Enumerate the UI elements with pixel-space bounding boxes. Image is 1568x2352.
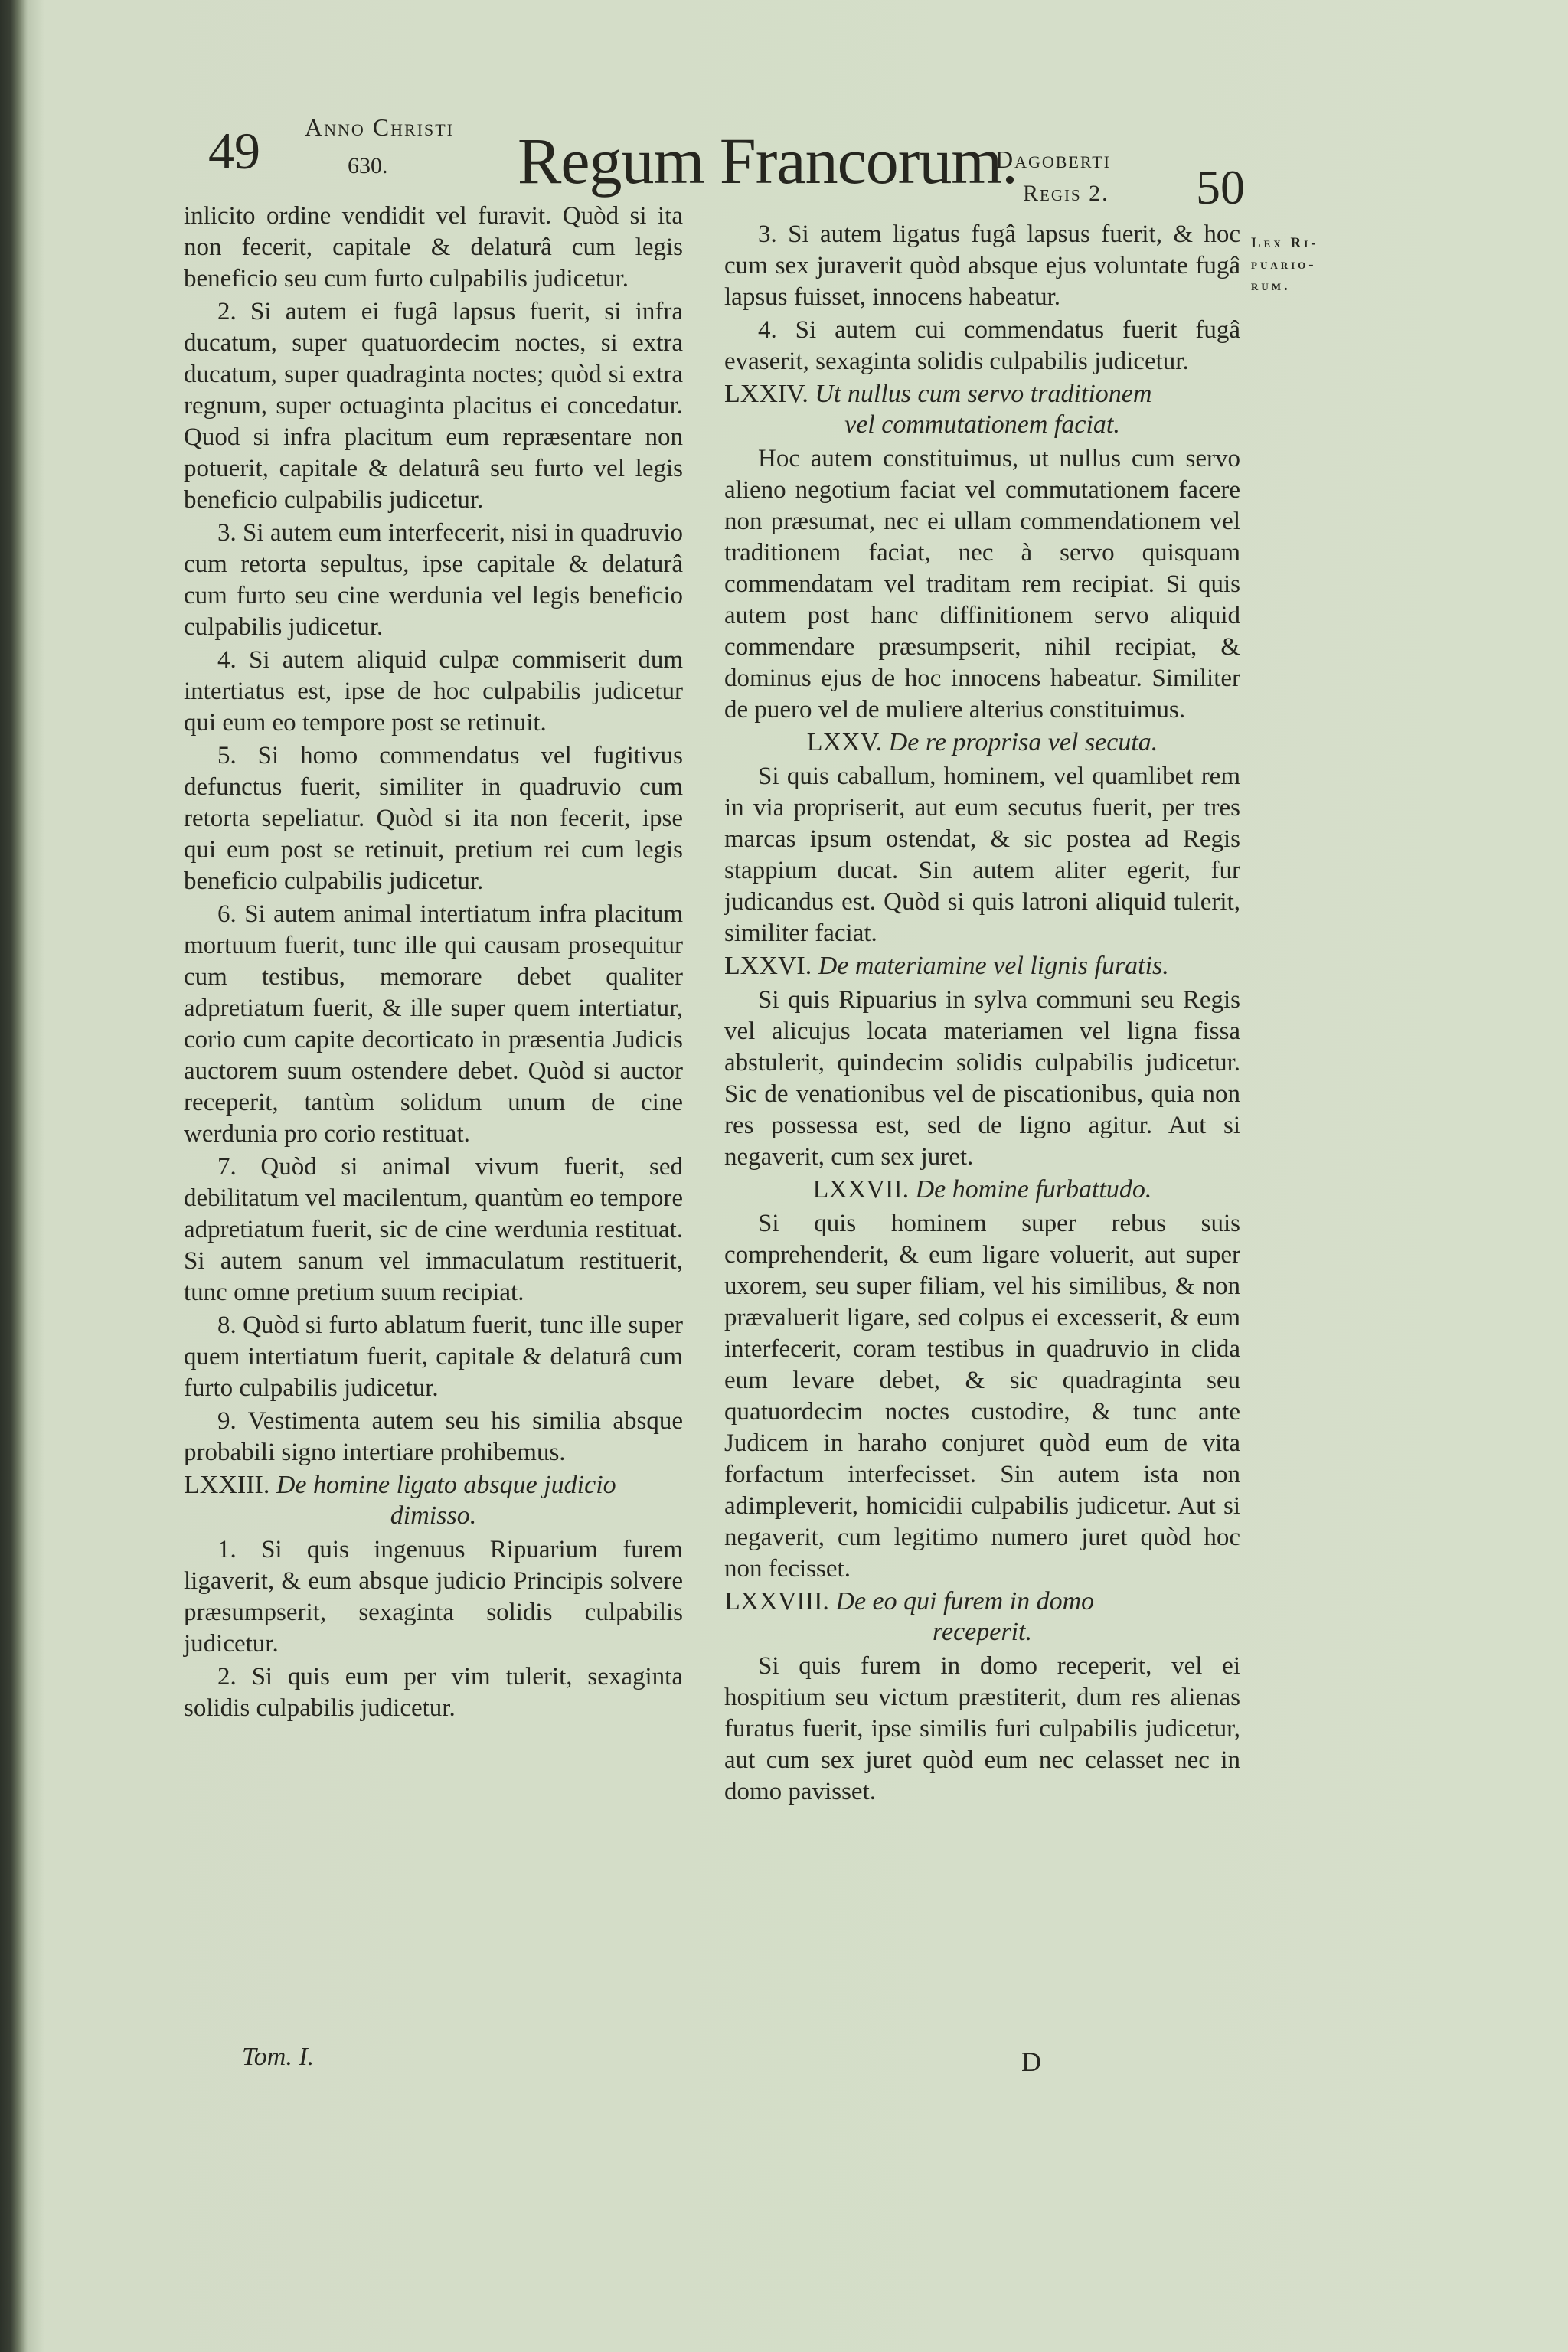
- section-number: LXXIV.: [724, 380, 808, 408]
- paragraph: Si quis furem in domo receperit, vel ei hospitium seu victum præstiterit, dum res alienas furatus fuerit, ipse similis furi culpabilis judicetur, aut cum sex juret quòd eum nec celasset nec in domo pavisset.: [724, 1652, 1240, 1805]
- section-heading: [724, 951, 1240, 982]
- section-title: De materiamine vel lignis furatis.: [818, 952, 1169, 980]
- right-column: [724, 219, 1240, 1809]
- section-heading: [724, 379, 1240, 440]
- paragraph: Si quis hominem super rebus suis comprehenderit, & eum ligare voluerit, aut super uxorem, seu super filiam, vel his similibus, & non prævaluerit ligare, sed colpus ei excesserit, & eum interfecerit, coram testibus in quadruvio in clida eum levare debet, & sic quadraginta seu quatuordecim noctes custodire, & tunc ante Judicem in haraho conjuret quòd eum de vita forfactum interfecisset. Sin autem ista non adimpleverit, homicidii culpabilis judicetur. Aut si negaverit, cum legitimo numero juret quòd hoc non fecisset.: [724, 1210, 1240, 1583]
- running-head-anno: Anno Christi: [305, 113, 455, 141]
- section-heading: [184, 1470, 683, 1531]
- section-title: De homine furbattudo.: [915, 1175, 1152, 1204]
- margin-note: Lex Ri- puario- rum.: [1251, 235, 1319, 294]
- paragraph: 4. Si autem aliquid culpæ commiserit dum intertiatus est, ipse de hoc culpabilis judicetur qui eum eo tempore post se retinuit.: [184, 646, 683, 737]
- paragraph: 3. Si autem eum interfecerit, nisi in quadruvio cum retorta sepultus, ipse capitale & delaturâ cum furto seu cine werdunia vel legis beneficio culpabilis judicetur.: [184, 519, 683, 641]
- section-heading: [724, 727, 1240, 758]
- left-column: [184, 201, 683, 1726]
- page-number-right: 50: [1196, 160, 1245, 214]
- section-title: De homine ligato absque judicio: [276, 1471, 616, 1499]
- page-number-left: 49: [208, 122, 260, 180]
- paragraph: 9. Vestimenta autem seu his similia absque probabili signo intertiare prohibemus.: [184, 1407, 683, 1466]
- paragraph: Si quis caballum, hominem, vel quamlibet rem in via propriserit, aut eum secutus fuerit, per tres marcas ipsum ostendat, & sic postea ad Regis stappium ducat. Sin autem aliter egerit, fur judicandus est. Quòd si quis latroni aliquid tulerit, similiter faciat.: [724, 763, 1240, 947]
- paragraph: 7. Quòd si animal vivum fuerit, sed debilitatum vel macilentum, quantùm eo tempore adpretiatum fuerit, sic de cine werdunia restituat. Si autem sanum vel immaculatum restituerit, tunc omne pretium suum recipiat.: [184, 1153, 683, 1306]
- paragraph: Si quis Ripuarius in sylva communi seu Regis vel alicujus locata materiamen vel ligna fissa abstulerit, quindecim solidis culpabilis judicetur. Sic de venationibus vel de piscationibus, quia non res possessa est, sed de ligno agitur. Aut si negaverit, cum sex juret.: [724, 986, 1240, 1171]
- section-title-cont: vel commutationem faciat.: [844, 410, 1120, 439]
- paragraph: 1. Si quis ingenuus Ripuarium furem ligaverit, & eum absque judicio Principis solvere præsumpserit, sexaginta solidis culpabilis judicetur.: [184, 1536, 683, 1658]
- section-title-cont: dimisso.: [390, 1501, 477, 1530]
- signature-mark: D: [1021, 2047, 1041, 2077]
- paragraph: 2. Si autem ei fugâ lapsus fuerit, si infra ducatum, super quatuordecim noctes, si extra ducatum, super quadraginta noctes; quòd si extra regnum, super octuaginta placitus ei concedatur. Quod si infra placitum eum repræsentare non potuerit, capitale & delaturâ seu furto vel legis beneficio culpabilis judicetur.: [184, 298, 683, 514]
- section-title: De re proprisa vel secuta.: [888, 728, 1158, 756]
- section-number: LXXVIII.: [724, 1587, 829, 1615]
- paragraph: 8. Quòd si furto ablatum fuerit, tunc ille super quem intertiatum fuerit, capitale & delaturâ cum furto culpabilis judicetur.: [184, 1312, 683, 1402]
- paragraph: 3. Si autem ligatus fugâ lapsus fuerit, & hoc cum sex juraverit quòd absque ejus voluntate fugâ lapsus fuisset, innocens habeatur.: [724, 220, 1240, 311]
- running-title: Regum Francorum.: [518, 124, 1018, 198]
- running-head-year: 630.: [348, 153, 388, 178]
- section-number: LXXVI.: [724, 952, 812, 980]
- paragraph: 2. Si quis eum per vim tulerit, sexaginta solidis culpabilis judicetur.: [184, 1663, 683, 1722]
- section-title-cont: receperit.: [933, 1618, 1032, 1646]
- tome-label: Tom. I.: [242, 2043, 315, 2071]
- section-title: Ut nullus cum servo traditionem: [815, 380, 1152, 408]
- running-head-regis: Regis 2.: [1023, 181, 1109, 206]
- section-heading: [724, 1174, 1240, 1205]
- paragraph: Hoc autem constituimus, ut nullus cum servo alieno negotium faciat vel commutationem facere non præsumat, nec ei ullam commendationem vel traditionem faciat, nec à servo quisquam commendatam vel traditam rem recipiat. Si quis autem post hanc diffinitionem servo aliquid commendare præsumpserit, nihil recipiat, & dominus ejus de hoc innocens habeatur. Similiter de puero vel de muliere alterius constituimus.: [724, 445, 1240, 724]
- section-title: De eo qui furem in domo: [835, 1587, 1095, 1615]
- running-head-dagoberti: Dagoberti: [995, 145, 1112, 173]
- section-heading: [724, 1586, 1240, 1648]
- section-number: LXXV.: [806, 728, 883, 756]
- paragraph: 4. Si autem cui commendatus fuerit fugâ evaserit, sexaginta solidis culpabilis judicetur.: [724, 316, 1240, 375]
- section-number: LXXVII.: [812, 1175, 910, 1204]
- section-number: LXXIII.: [184, 1471, 270, 1499]
- paragraph: 5. Si homo commendatus vel fugitivus defunctus fuerit, similiter in quadruvio cum retorta sepeliatur. Quòd si ita non fecerit, ipse qui eum post se retinuit, pretium rei cum legis beneficio culpabilis judicetur.: [184, 742, 683, 895]
- paragraph: inlicito ordine vendidit vel furavit. Quòd si ita non fecerit, capitale & delaturâ cum legis beneficio seu cum furto culpabilis judicetur.: [184, 202, 683, 292]
- paragraph: 6. Si autem animal intertiatum infra placitum mortuum fuerit, tunc ille qui causam prosequitur cum testibus, memorare debet qualiter adpretiatum fuerit, & ille super quem intertiatur, corio cum capite decorticato in præsentia Judicis auctorem suum ostendere debet. Quòd si auctor receperit, tantùm solidum unum de cine werdunia pro corio restituat.: [184, 900, 683, 1148]
